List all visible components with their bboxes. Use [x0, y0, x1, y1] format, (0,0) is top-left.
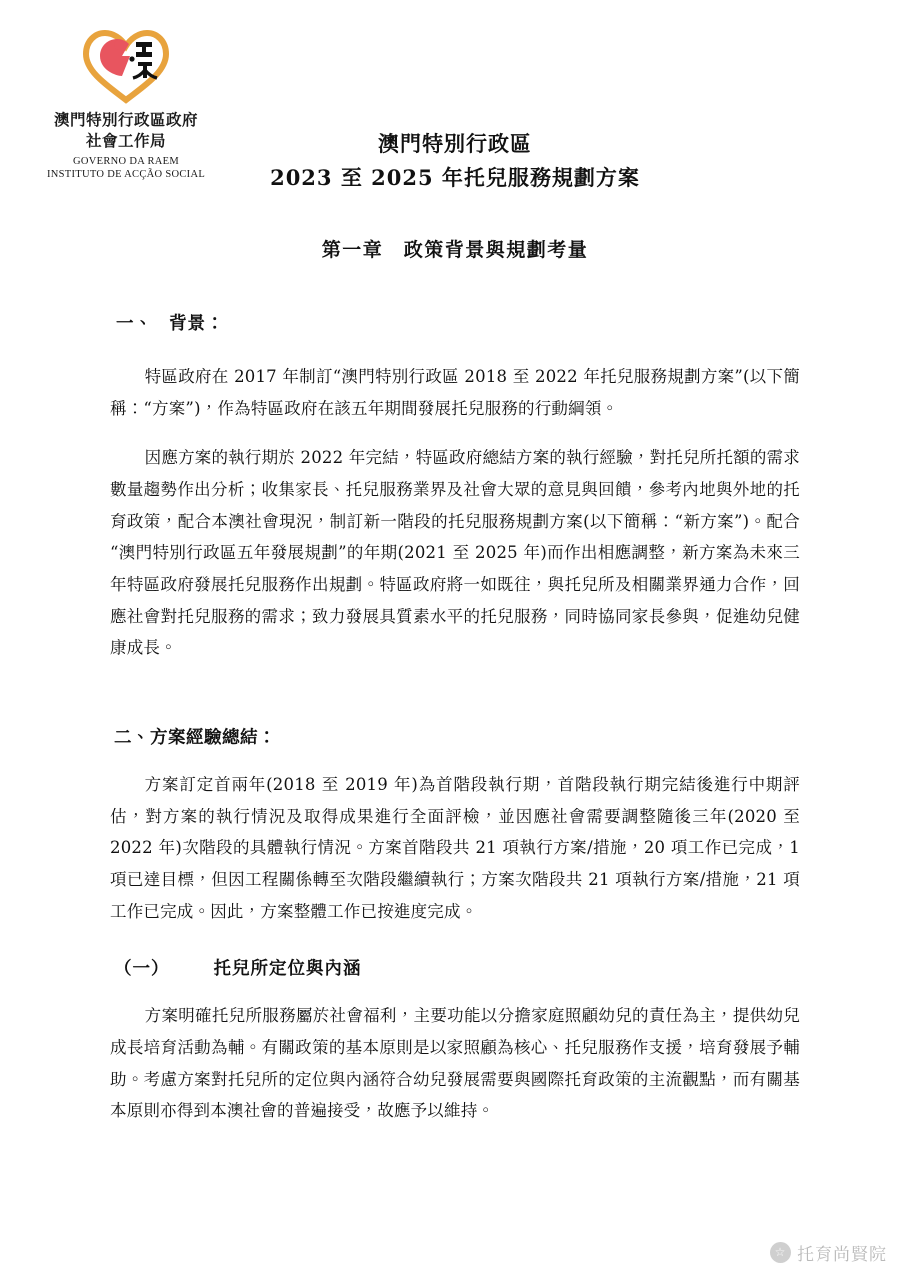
watermark [770, 1240, 887, 1265]
logo-org-name-pt-line1: GOVERNO DA RAEM [72, 155, 179, 167]
watermark-text: 托育尚賢院 [797, 1245, 887, 1265]
section-1-label: 背景： [169, 314, 225, 334]
section-heading-2: 二、方案經驗總結： [114, 728, 276, 749]
chapter-heading: 第一章 政策背景與規劃考量 [321, 239, 589, 261]
section-1-number: 一、 [116, 314, 153, 334]
institute-logo [78, 22, 174, 106]
logo-org-name-pt-line2: INSTITUTO DE ACÇÃO SOCIAL [46, 169, 206, 181]
subsection-heading-1 [114, 955, 800, 980]
weibo-icon: ☆ [770, 1242, 791, 1263]
subsection-1-number: （一） [114, 959, 170, 980]
section-heading-1 [116, 310, 800, 335]
logo-org-name-zh-line1: 澳門特別行政區政府 [53, 111, 198, 129]
paragraph: 方案訂定首兩年(2018 至 2019 年)為首階段執行期，首階段執行期完結後進行中期評估，對方案的執行情況及取得成果進行全面評檢，並因應社會需要調整隨後三年(2020 至 2022 年)次階段的具體執行情況。方案首階段共 21 項執行方案/措施，20 項工作已完成，1 項已達目標，但因工程關係轉至次階段繼續執行；方案次階段共 21 項執行方案/措施，21 項工作已完成。因此，方案整體工作已按進度完成。 [110, 775, 800, 921]
subsection-1-label: 托兒所定位與內涵 [213, 959, 362, 980]
paragraph: 方案明確托兒所服務屬於社會福利，主要功能以分擔家庭照顧幼兒的責任為主，提供幼兒成長培育活動為輔。有關政策的基本原則是以家照顧為核心、托兒服務作支援，培育發展予輔助。考慮方案對托兒所的定位與內涵符合幼兒發展需要與國際托育政策的主流觀點，而有關基本原則亦得到本澳社會的普遍接受，故應予以維持。 [110, 1006, 800, 1121]
document-title [110, 128, 800, 193]
paragraph: 因應方案的執行期於 2022 年完結，特區政府總結方案的執行經驗，對托兒所托額的需求數量趨勢作出分析；收集家長、托兒服務業界及社會大眾的意見與回饋，參考內地與外地的托育政策，配合本澳社會現況，制訂新一階段的托兒服務規劃方案(以下簡稱：“新方案”)。配合“澳門特別行政區五年發展規劃”的年期(2021 至 2025 年)而作出相應調整，新方案為未來三年特區政府發展托兒服務作出規劃。特區政府將一如既往，與托兒所及相關業界通力合作，回應社會對托兒服務的需求；致力發展具質素水平的托兒服務，同時協同家長參與，促進幼兒健康成長。 [110, 448, 800, 658]
document-title-line2: 2023 至 2025 年托兒服務規劃方案 [270, 164, 640, 190]
document-body [110, 128, 800, 1127]
logo-org-name-zh-line2: 社會工作局 [85, 131, 166, 150]
heart-with-figures-logo-icon [78, 26, 174, 104]
document-title-line1: 澳門特別行政區 [378, 131, 532, 156]
paragraph: 特區政府在 2017 年制訂“澳門特別行政區 2018 至 2022 年托兒服務規劃方案”(以下簡稱：“方案”)，作為特區政府在該五年期間發展托兒服務的行動綱領。 [110, 367, 800, 418]
